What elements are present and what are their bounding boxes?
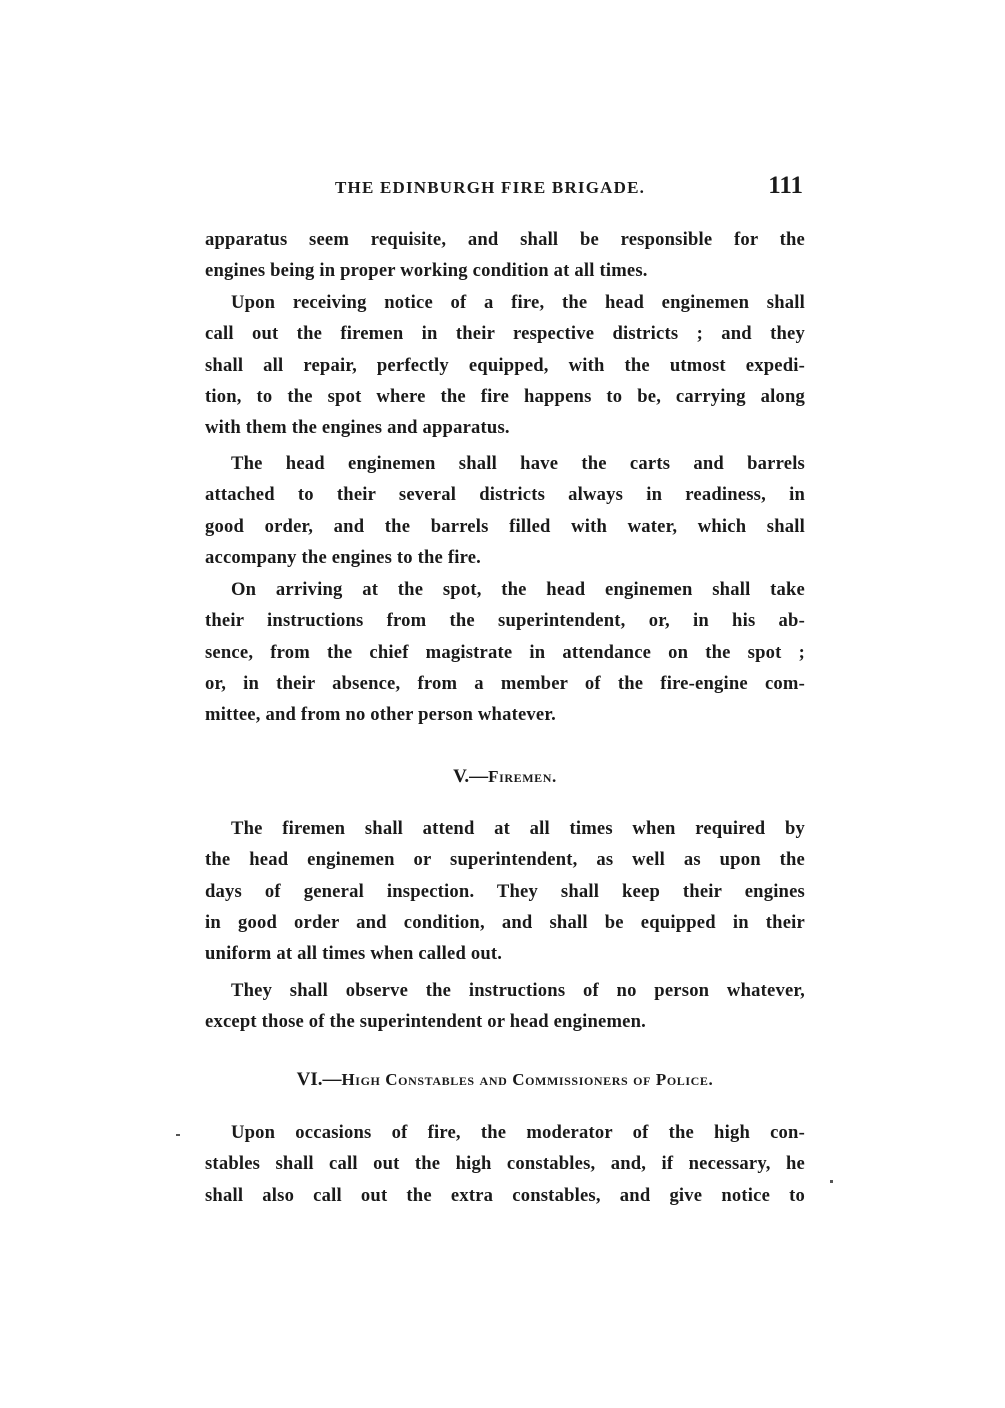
text-line: engines being in proper working condition at all times.: [205, 260, 648, 282]
section-numeral: V.—: [453, 766, 489, 787]
text-line: stables shall call out the high constables, and, if necessary, he: [205, 1153, 805, 1175]
text-line: On arriving at the spot, the head enginemen shall take: [231, 579, 805, 600]
paragraph-high-constables: [205, 1117, 805, 1211]
section-heading-high-constables: [205, 1069, 805, 1091]
text-line: uniform at all times when called out.: [205, 943, 503, 965]
scan-speck: [830, 1180, 833, 1183]
paragraph-arriving: [205, 574, 805, 730]
text-line: accompany the engines to the fire.: [205, 546, 482, 568]
text-line: They shall observe the instructions of no person whatever,: [231, 980, 805, 1001]
text-line: call out the firemen in their respective districts ; and they: [205, 323, 805, 345]
text-line: good order, and the barrels filled with water, which shall: [205, 515, 805, 537]
text-line: tion, to the spot where the fire happens to be, carrying along: [205, 385, 805, 407]
section-title: Firemen.: [488, 767, 557, 786]
paragraph-continuation: [205, 224, 805, 287]
scan-speck: [176, 1134, 180, 1136]
text-line: shall also call out the extra constables, and give notice to: [205, 1184, 805, 1206]
text-line: shall all repair, perfectly equipped, with the utmost expedi-: [205, 354, 805, 376]
page-number: 111: [768, 172, 803, 199]
paragraph-fire-notice: [205, 287, 805, 443]
text-line: with them the engines and apparatus.: [205, 417, 510, 439]
text-line: apparatus seem requisite, and shall be responsible for the: [205, 229, 805, 250]
text-line: The firemen shall attend at all times when required by: [231, 818, 805, 839]
text-line: Upon receiving notice of a fire, the head enginemen shall: [231, 292, 805, 313]
text-line: the head enginemen or superintendent, as well as upon the: [205, 849, 805, 871]
running-title: THE EDINBURGH FIRE BRIGADE.: [335, 178, 646, 197]
section-numeral: VI.—: [296, 1069, 342, 1090]
section-title: High Constables and Commissioners of Police.: [341, 1070, 714, 1089]
text-line: mittee, and from no other person whatever.: [205, 704, 556, 726]
paragraph-firemen-instructions: [205, 975, 805, 1038]
running-head: [205, 172, 805, 204]
text-line: Upon occasions of fire, the moderator of the high con-: [231, 1122, 805, 1143]
text-line: days of general inspection. They shall keep their engines: [205, 880, 805, 902]
text-line: their instructions from the superintendent, or, in his ab-: [205, 610, 805, 632]
text-line: sence, from the chief magistrate in attendance on the spot ;: [205, 641, 805, 663]
text-line: attached to their several districts always in readiness, in: [205, 484, 805, 506]
text-line: in good order and condition, and shall be equipped in their: [205, 911, 805, 933]
section-heading-firemen: [205, 766, 805, 788]
text-line: The head enginemen shall have the carts and barrels: [231, 453, 805, 474]
paragraph-firemen-duties: [205, 813, 805, 969]
paragraph-carts-barrels: [205, 448, 805, 573]
text-line: or, in their absence, from a member of the fire-engine com-: [205, 672, 805, 694]
text-line: except those of the superintendent or head enginemen.: [205, 1011, 646, 1033]
